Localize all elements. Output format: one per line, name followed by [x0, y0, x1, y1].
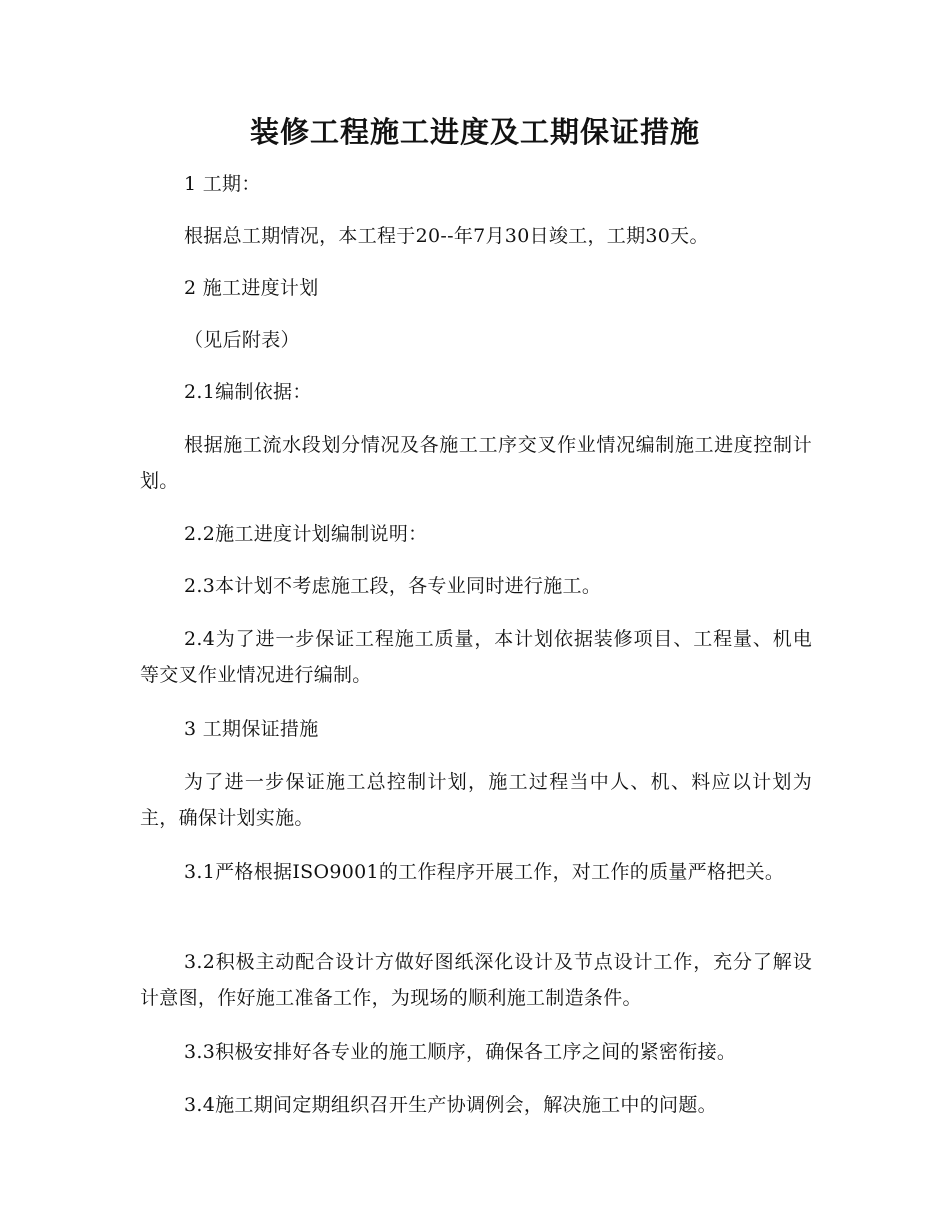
paragraph-2-4: 2.4为了进一步保证工程施工质量，本计划依据装修项目、工程量、机电等交叉作业情况进行编制。: [140, 628, 812, 686]
paragraph-2-1-body: 根据施工流水段划分情况及各施工工序交叉作业情况编制施工进度控制计划。: [140, 434, 812, 492]
paragraph-see-attached: （见后附表）: [184, 329, 300, 351]
subheading-2-2: 2.2施工进度计划编制说明：: [184, 523, 428, 545]
paragraph-guarantee-intro: 为了进一步保证施工总控制计划，施工过程当中人、机、料应以计划为主，确保计划实施。: [140, 771, 812, 829]
paragraph-3-2: 3.2积极主动配合设计方做好图纸深化设计及节点设计工作，充分了解设计意图，作好施工准备工作，为现场的顺利施工制造条件。: [140, 951, 812, 1009]
section-heading-duration: 1 工期：: [184, 173, 261, 195]
document-title: 装修工程施工进度及工期保证措施: [249, 115, 700, 149]
paragraph-duration-text: 根据总工期情况，本工程于20--年7月30日竣工，工期30天。: [184, 225, 709, 247]
paragraph-2-3: 2.3本计划不考虑施工段，各专业同时进行施工。: [184, 575, 602, 597]
section-heading-schedule: 2 施工进度计划: [184, 277, 319, 299]
paragraph-3-4: 3.4施工期间定期组织召开生产协调例会，解决施工中的问题。: [184, 1094, 717, 1116]
section-heading-guarantee: 3 工期保证措施: [184, 718, 319, 740]
paragraph-3-3: 3.3积极安排好各专业的施工顺序，确保各工序之间的紧密衔接。: [184, 1041, 737, 1063]
paragraph-3-1: 3.1严格根据ISO9001的工作程序开展工作，对工作的质量严格把关。: [184, 861, 785, 883]
subheading-2-1: 2.1编制依据：: [184, 381, 312, 403]
